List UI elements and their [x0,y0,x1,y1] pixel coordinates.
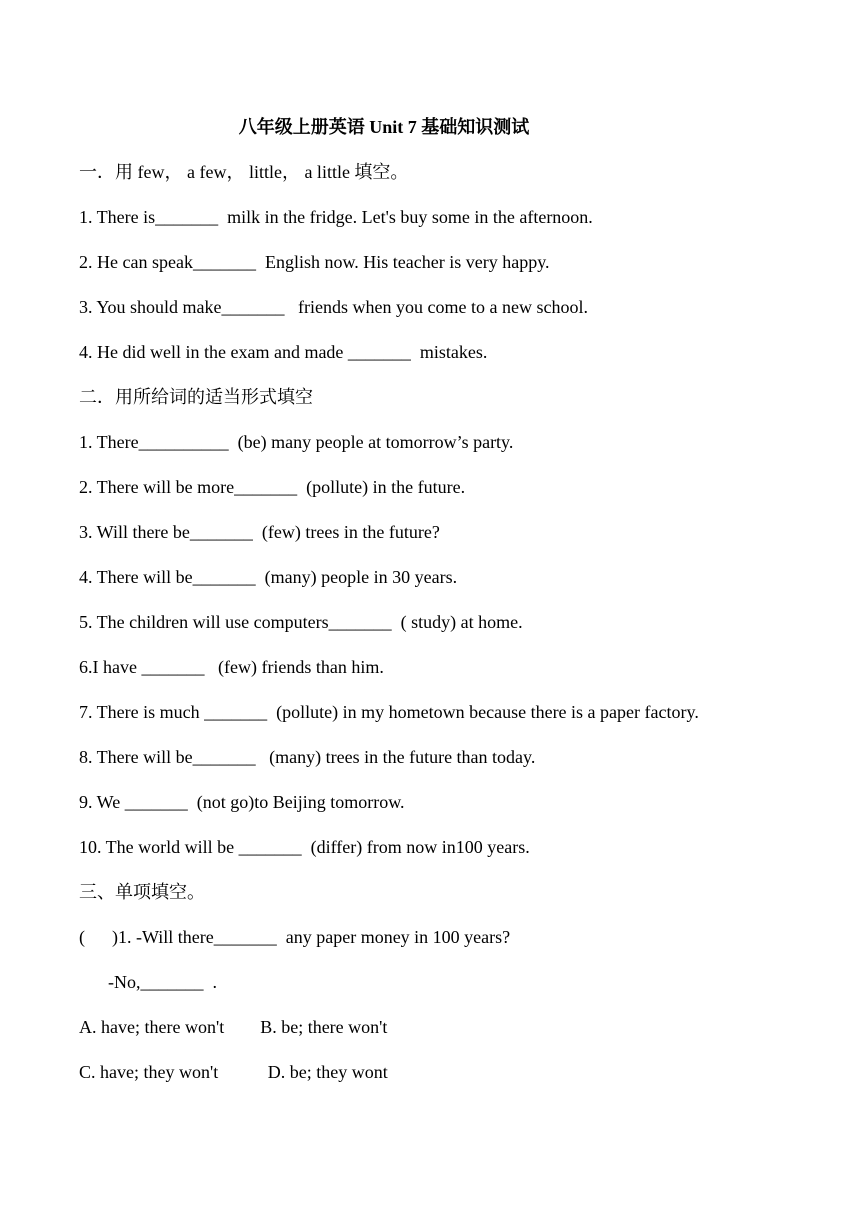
section-2-heading: 二．用所给词的适当形式填空 [79,387,313,407]
section-3-q1-options-ab: A. have; there won't B. be; there won't [79,1017,388,1037]
section-3-heading: 三、单项填空。 [79,882,205,902]
section-2-item-5: 5. The children will use computers_______ ( study) at home. [79,612,523,632]
section-1-item-3: 3. You should make_______ friends when you come to a new school. [79,297,588,317]
section-2-item-8: 8. There will be_______ (many) trees in the future than today. [79,747,536,767]
section-2-item-4: 4. There will be_______ (many) people in 30 years. [79,567,458,587]
section-1-item-2: 2. He can speak_______ English now. His teacher is very happy. [79,252,550,272]
section-2-item-10: 10. The world will be _______ (differ) from now in100 years. [79,837,530,857]
section-3-q1-options-cd: C. have; they won't D. be; they wont [79,1062,388,1082]
section-2-item-9: 9. We _______ (not go)to Beijing tomorrow. [79,792,405,812]
section-3-q1-answer-line: -No,_______ . [108,972,217,992]
section-2-item-6: 6.I have _______ (few) friends than him. [79,657,384,677]
section-2-item-1: 1. There__________ (be) many people at tomorrow’s party. [79,432,514,452]
section-2-item-2: 2. There will be more_______ (pollute) in the future. [79,477,466,497]
section-2-item-7: 7. There is much _______ (pollute) in my hometown because there is a paper factory. [79,702,699,722]
section-2-item-3: 3. Will there be_______ (few) trees in the future? [79,522,440,542]
section-1-heading: 一．用 few， a few， little， a little 填空。 [79,162,409,182]
section-1-item-1: 1. There is_______ milk in the fridge. Let's buy some in the afternoon. [79,207,593,227]
section-1-item-4: 4. He did well in the exam and made _______ mistakes. [79,342,488,362]
section-3-q1-stem: ( )1. -Will there_______ any paper money in 100 years? [79,927,511,947]
page-title: 八年级上册英语 Unit 7 基础知识测试 [238,117,530,137]
